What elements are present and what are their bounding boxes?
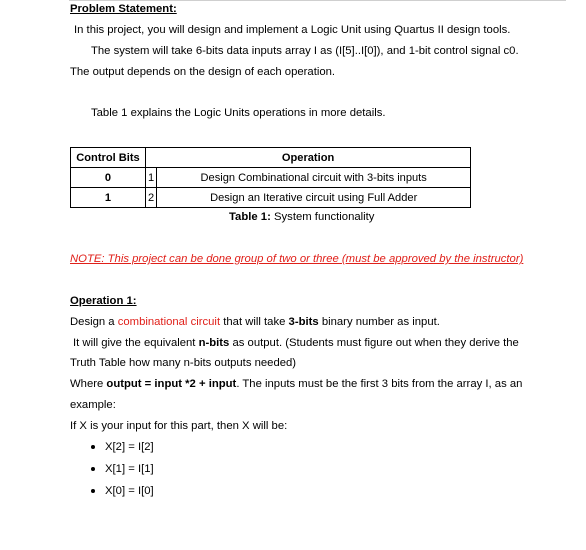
bullet-dot-icon <box>91 445 95 449</box>
row-index: 1 <box>146 168 157 188</box>
bold-term: output = input *2 + input <box>106 378 237 390</box>
problem-line-3: The output depends on the design of each operation. <box>70 66 336 78</box>
note-text: NOTE: This project can be done group of two or three (must be approved by the instructor) <box>70 253 524 265</box>
table-intro-text: Table 1 explains the Logic Units operations in more details. <box>91 107 386 119</box>
text-segment: Design a <box>70 316 115 328</box>
operation-1-line-2 <box>73 336 519 350</box>
table-row <box>71 168 471 188</box>
text-segment: Where <box>70 378 104 390</box>
text-segment: binary number as input. <box>321 316 440 328</box>
text-segment: that will take <box>223 316 286 328</box>
operation-1-line-4 <box>70 377 522 391</box>
table-header-row <box>71 148 471 168</box>
highlighted-term: combinational circuit <box>117 316 221 328</box>
operations-table <box>70 147 471 208</box>
bullet-dot-icon <box>91 467 95 471</box>
problem-line-2: The system will take 6-bits data inputs array I as (I[5]..I[0]), and 1-bit control signal c0. <box>91 45 519 57</box>
problem-statement-heading: Problem Statement: <box>70 3 177 15</box>
operation-header: Operation <box>146 148 471 168</box>
operation-1-heading: Operation 1: <box>70 295 137 307</box>
bold-term: n-bits <box>198 337 230 349</box>
row-index: 2 <box>146 188 157 208</box>
operation-1-line-5: example: <box>70 399 116 411</box>
page-top-divider <box>69 0 566 1</box>
list-item: X[1] = I[1] <box>105 463 154 475</box>
control-value: 1 <box>71 188 146 208</box>
bullet-dot-icon <box>91 489 95 493</box>
operation-description: Design Combinational circuit with 3-bits inputs <box>157 168 471 188</box>
operation-1-line-6: If X is your input for this part, then X will be: <box>70 420 288 432</box>
table-caption <box>229 210 374 224</box>
table-row <box>71 188 471 208</box>
list-item: X[2] = I[2] <box>105 441 154 453</box>
text-segment: as output. (Students must figure out when they derive the <box>232 337 519 349</box>
control-bits-header: Control Bits <box>71 148 146 168</box>
problem-line-1: In this project, you will design and implement a Logic Unit using Quartus II design tools. <box>74 24 511 36</box>
table-caption-text: System functionality <box>274 211 375 223</box>
text-segment: It will give the equivalent <box>73 337 196 349</box>
operation-1-line-1 <box>70 315 440 329</box>
list-item: X[0] = I[0] <box>105 485 154 497</box>
control-value: 0 <box>71 168 146 188</box>
bold-term: 3-bits <box>288 316 319 328</box>
text-segment: . The inputs must be the first 3 bits from the array I, as an <box>236 378 523 390</box>
table-caption-label: Table 1: <box>229 211 271 223</box>
operation-1-line-3: Truth Table how many n-bits outputs needed) <box>70 357 297 369</box>
operation-description: Design an Iterative circuit using Full Adder <box>157 188 471 208</box>
